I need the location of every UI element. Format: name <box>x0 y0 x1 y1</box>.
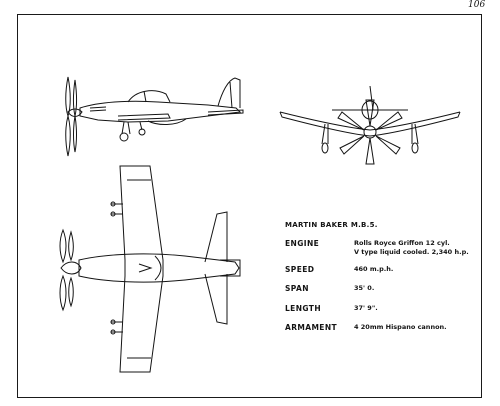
spec-value-line: 4 20mm Hispano cannon. <box>354 323 447 331</box>
spec-value <box>354 284 475 293</box>
spec-value <box>354 239 475 257</box>
front-view-svg <box>270 82 470 172</box>
spec-label: SPAN <box>285 284 309 293</box>
plan-view-svg <box>55 160 255 382</box>
spec-label: ARMAMENT <box>285 323 338 332</box>
spec-value-line: 35' 0. <box>354 284 375 292</box>
spec-label: LENGTH <box>285 304 321 313</box>
spec-value <box>354 265 475 274</box>
spec-value-line: 460 m.p.h. <box>354 265 394 273</box>
spec-value <box>354 323 475 332</box>
side-view-drawing <box>58 72 258 160</box>
side-view-svg <box>58 72 258 160</box>
spec-value-line: 37' 9". <box>354 304 378 312</box>
aircraft-name: MARTIN BAKER M.B.5. <box>285 221 378 229</box>
spec-label: SPEED <box>285 265 315 274</box>
plan-view-drawing <box>55 160 255 382</box>
spec-value-line: V type liquid cooled. 2,340 h.p. <box>354 248 469 256</box>
spec-value-line: Rolls Royce Griffon 12 cyl. <box>354 239 450 247</box>
spec-value <box>354 304 475 313</box>
spec-label: ENGINE <box>285 239 320 248</box>
page-number: 106 <box>468 0 486 10</box>
front-view-drawing <box>270 82 470 172</box>
